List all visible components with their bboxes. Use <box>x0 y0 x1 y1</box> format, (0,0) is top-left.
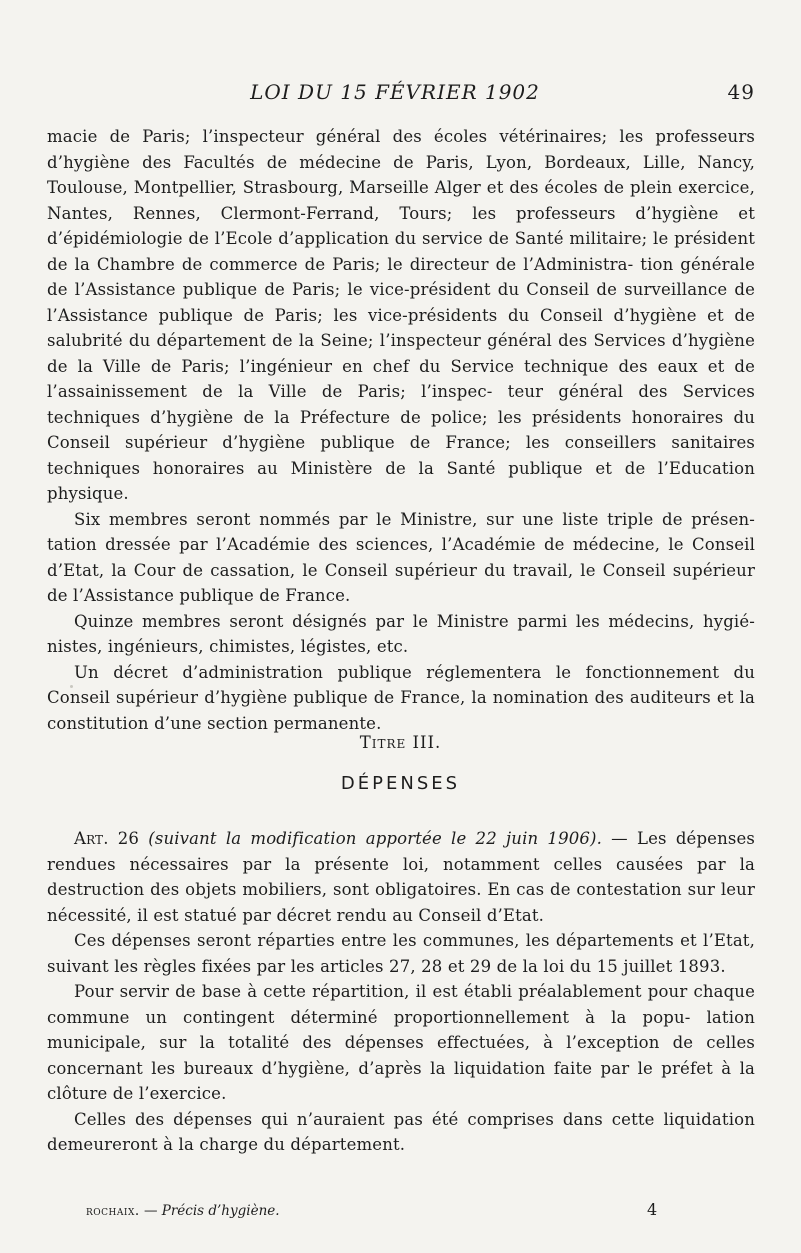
footer-book-title: Précis d’hygiène. <box>161 1203 280 1219</box>
article-label: Art. 26 <box>74 829 140 848</box>
footer-publisher: rochaix. <box>86 1203 140 1219</box>
specks-decoration <box>70 685 73 688</box>
signature-mark: 4 <box>647 1200 658 1219</box>
body-text-top <box>47 124 755 736</box>
paragraph-continuation: macie de Paris; l’inspecteur général des écoles vétérinaires; les professeurs d’hygiène des Facultés de médecine de Paris, Lyon, Bordeaux, Lille, Nancy, Toulouse, Montpellier, Strasbourg, Marseille Alger et des écoles de plein exercice, Nantes, Rennes, Clermont-Ferrand, Tours; les professeurs d’hygiène et d’épidémiologie de l’Ecole d’application du service de Santé militaire; le président de la Chambre de commerce de Paris; le directeur de l’Administra- tion générale de l’Assistance publique de Paris; le vice-président du Conseil de surveillance de l’Assistance publique de Paris; les vice-présidents du Conseil d’hygiène et de salubrité du département de la Seine; l’inspecteur général des Services d’hygiène de la Ville de Paris; l’ingénieur en chef du Service technique des eaux et de l’assainissement de la Ville de Paris; l’inspec- teur général des Services techniques d’hygiène de la Préfecture de police; les présidents honoraires du Conseil supérieur d’hygiène publique de France; les conseillers sanitaires techniques honoraires au Ministère de la Santé publique et de l’Education physique. <box>47 127 755 503</box>
section-heading: DÉPENSES <box>340 773 461 794</box>
article-note: (suivant la modification apportée le 22 juin 1906). <box>148 829 603 848</box>
paragraph: Six membres seront nommés par le Ministre, sur une liste triple de présen- tation dressée par l’Académie des sciences, l’Académie de médecine, le Conseil d’Etat, la Cour de cassation, le Conseil supérieur du travail, le Conseil supérieur de l’Assistance publique de France. <box>47 509 755 605</box>
body-text-bottom <box>47 826 755 1158</box>
paragraph: Un décret d’administration publique réglementera le fonctionnement du Conseil supérieur d’hygiène publique de France, la nomination des auditeurs et la constitution d’une section permanente. <box>47 662 755 733</box>
running-title: LOI DU 15 FÉVRIER 1902 <box>250 80 540 104</box>
page-footer <box>86 1203 280 1219</box>
paragraph: Celles des dépenses qui n’auraient pas été comprises dans cette liquidation demeureront à la charge du département. <box>47 1109 755 1154</box>
running-header <box>0 80 801 114</box>
paragraph: Ces dépenses seront réparties entre les communes, les départements et l’Etat, suivant les règles fixées par les articles 27, 28 et 29 de la loi du 15 juillet 1893. <box>47 931 755 976</box>
article-paragraph <box>47 826 755 928</box>
paragraph: Pour servir de base à cette répartition, il est établi préalablement pour chaque commune un contingent déterminé proportionnellement à la popu- lation municipale, sur la totalité des dépenses effectuées, à l’exception de celles concernant les bureaux d’hygiène, d’après la liquidation faite par le préfet à la clôture de l’exercice. <box>47 982 755 1103</box>
titre-heading: Titre III. <box>359 733 442 752</box>
page-number: 49 <box>727 80 755 104</box>
footer-separator: — <box>139 1203 162 1219</box>
article-text: — Les dépenses rendues nécessaires par la présente loi, notamment celles causées par la destruction des objets mobiliers, sont obligatoires. En cas de contestation sur leur nécessité, il est statué par décret rendu au Conseil d’Etat. <box>47 829 755 925</box>
paragraph: Quinze membres seront désignés par le Ministre parmi les médecins, hygié- nistes, ingénieurs, chimistes, légistes, etc. <box>47 611 755 656</box>
